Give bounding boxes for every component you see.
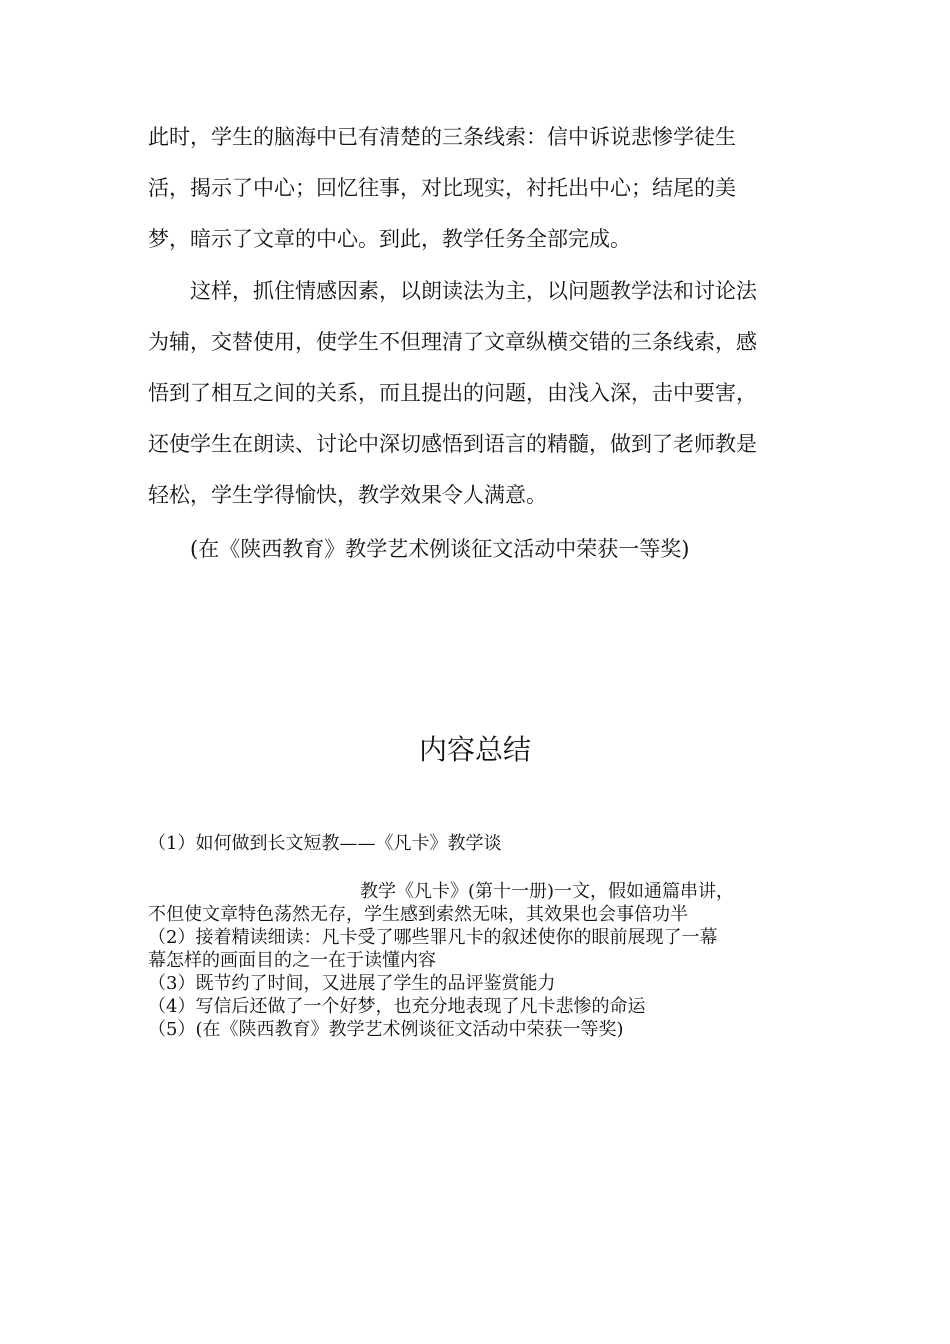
summary-heading-text: （1）如何做到长文短教——《凡卡》教学谈 (148, 833, 502, 854)
paragraph-line: 悟到了相互之间的关系，而且提出的问题，由浅入深，击中要害， (148, 381, 757, 405)
summary-line: （2）接着精读细读：凡卡受了哪些罪凡卡的叙述使你的眼前展现了一幕 (148, 927, 718, 948)
summary-heading (148, 832, 828, 855)
summary-title: 内容总结 (418, 733, 531, 766)
paragraph-line: 轻松，学生学得愉快，教学效果令人满意。 (148, 483, 547, 507)
summary-line: （4）写信后还做了一个好梦，也充分地表现了凡卡悲惨的命运 (148, 996, 646, 1017)
paragraph-line: 梦，暗示了文章的中心。到此，教学任务全部完成。 (148, 227, 631, 251)
paragraph-line: 为辅，交替使用，使学生不但理清了文章纵横交错的三条线索，感 (148, 330, 757, 354)
paragraph-line: 此时，学生的脑海中已有清楚的三条线索：信中诉说悲惨学徒生 (148, 125, 736, 149)
summary-line: 教学《凡卡》(第十一册)一文，假如通篇串讲， (360, 881, 735, 902)
summary-line: （3）既节约了时间，又进展了学生的品评鉴赏能力 (148, 973, 556, 994)
summary-line: 不但使文章特色荡然无存，学生感到索然无味，其效果也会事倍功半 (148, 904, 688, 925)
paragraph-line: 活，揭示了中心；回忆往事，对比现实，衬托出中心；结尾的美 (148, 176, 736, 200)
paragraph-method (148, 266, 808, 521)
summary-line: （5）(在《陕西教育》教学艺术例谈征文活动中荣获一等奖) (148, 1019, 624, 1040)
paragraph-conclusion (148, 112, 808, 265)
award-note: (在《陕西教育》教学艺术例谈征文活动中荣获一等奖) (190, 537, 690, 561)
paragraph-line: 这样，抓住情感因素，以朗读法为主，以问题教学法和讨论法 (190, 279, 757, 303)
summary-body (148, 880, 828, 1041)
paragraph-line: 还使学生在朗读、讨论中深切感悟到语言的精髓，做到了老师教是 (148, 432, 757, 456)
summary-line: 幕怎样的画面目的之一在于读懂内容 (148, 950, 436, 971)
